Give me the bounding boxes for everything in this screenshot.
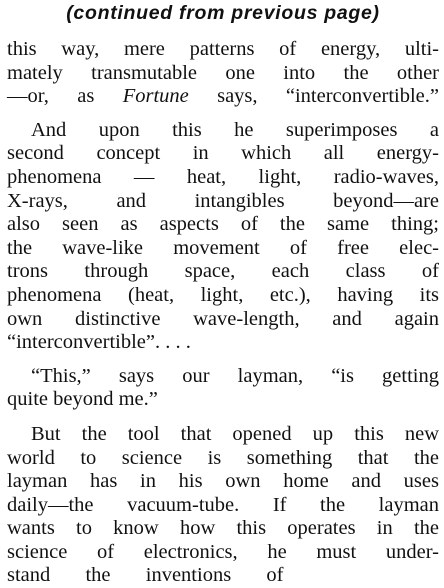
text-line: stand the inventions of <box>7 564 284 587</box>
text-line: this way, mere patterns of energy, ulti- <box>7 38 439 60</box>
text-line: own distinctive wave-length, and again <box>7 307 439 330</box>
text-line: science of electronics, he must under- <box>7 540 439 563</box>
paragraph-1 <box>7 38 439 109</box>
text-line: phenomena — heat, light, radio-waves, <box>7 165 439 188</box>
text-line: the wave-like movement of free elec- <box>7 236 439 259</box>
text-line: And upon this he superimposes a <box>31 118 439 141</box>
continued-header: (continued from previous page) <box>66 2 380 24</box>
paragraph-4 <box>7 423 439 588</box>
paragraph-3 <box>7 365 439 412</box>
text-line: second concept in which all energy- <box>7 142 439 165</box>
text-line: But the tool that opened up this new <box>31 422 439 445</box>
paragraph-2 <box>7 119 439 355</box>
text-line: X-rays, and intangibles beyond—are <box>7 189 439 212</box>
text-line: phenomena (heat, light, etc.), having its <box>7 283 439 306</box>
text-line: daily—the vacuum-tube. If the layman <box>7 493 439 516</box>
text-line: mately transmutable one into the other <box>7 61 439 84</box>
text-line: —or, as Fortune says, “interconvertible.” <box>7 85 439 108</box>
text-line: world to science is something that the <box>7 446 439 469</box>
text-line: layman has in his own home and uses <box>7 470 439 493</box>
text-line: wants to know how this operates in the <box>7 517 439 540</box>
text-line: “interconvertible”. . . . <box>7 331 191 354</box>
text-line: “This,” says our layman, “is getting <box>31 364 439 387</box>
text-line: also seen as aspects of the same thing; <box>7 213 439 236</box>
text-line: trons through space, each class of <box>7 260 439 283</box>
text-line: quite beyond me.” <box>7 388 158 411</box>
